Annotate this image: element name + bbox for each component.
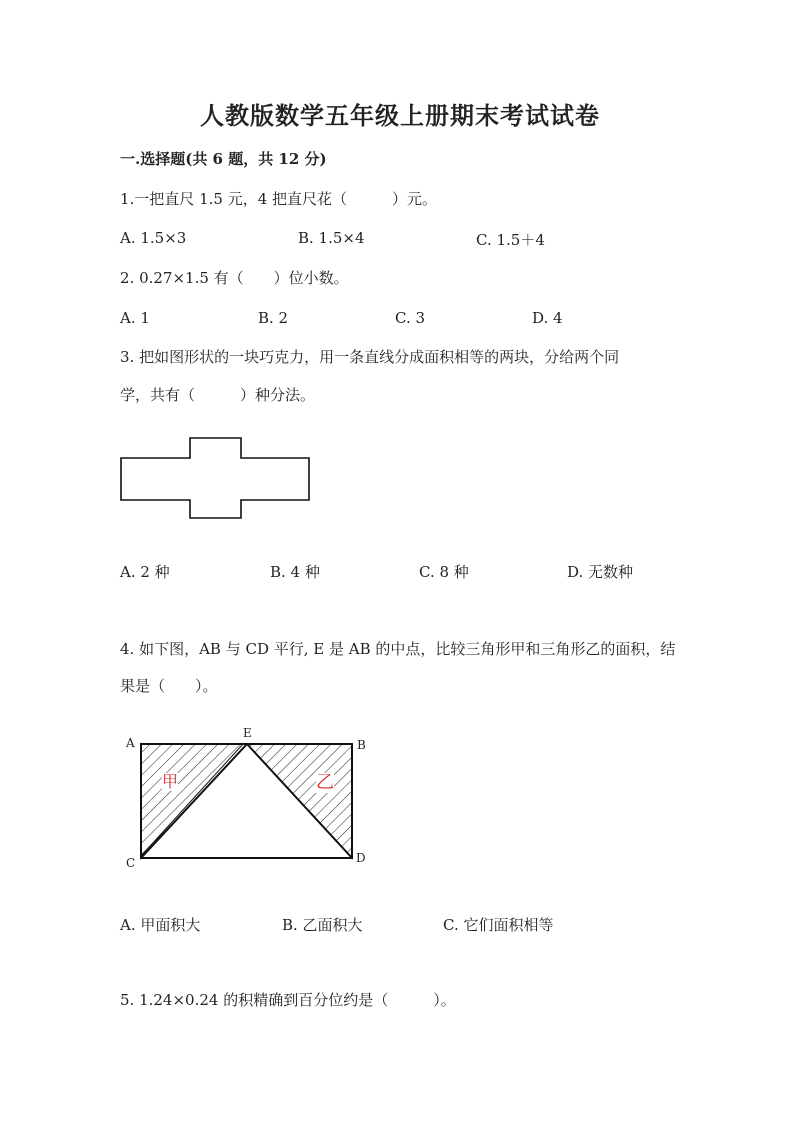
question-1: 1.一把直尺 1.5 元，4 把直尺花（ ）元。 <box>120 190 438 208</box>
q4-option-a[interactable]: A. 甲面积大 <box>120 916 201 934</box>
q1-option-c[interactable]: C. 1.5＋4 <box>476 231 545 249</box>
q1-option-a[interactable]: A. 1.5×3 <box>120 229 187 247</box>
triangle-label-jia: 甲 <box>162 772 179 791</box>
q3-option-d[interactable]: D. 无数种 <box>567 563 634 581</box>
q3-option-a[interactable]: A. 2 种 <box>120 563 170 581</box>
q3-option-b[interactable]: B. 4 种 <box>270 563 320 581</box>
question-5: 5. 1.24×0.24 的积精确到百分位约是（ ）。 <box>120 991 456 1009</box>
q4-option-b[interactable]: B. 乙面积大 <box>282 916 363 934</box>
q2-option-c[interactable]: C. 3 <box>395 309 426 327</box>
section-heading: 一.选择题(共 6 题，共 12 分) <box>120 150 327 168</box>
q3-option-c[interactable]: C. 8 种 <box>419 563 469 581</box>
question-2: 2. 0.27×1.5 有（ ）位小数。 <box>120 269 349 287</box>
question-4-line-2: 果是（ ）。 <box>120 677 218 695</box>
point-label-c: C <box>126 856 136 870</box>
q2-option-d[interactable]: D. 4 <box>532 309 563 327</box>
q2-option-a[interactable]: A. 1 <box>120 309 150 327</box>
point-label-e: E <box>243 726 252 740</box>
page-title: 人教版数学五年级上册期末考试试卷 <box>200 101 600 130</box>
q4-option-c[interactable]: C. 它们面积相等 <box>443 916 554 934</box>
point-label-b: B <box>357 738 366 752</box>
point-label-d: D <box>356 851 366 865</box>
q2-option-b[interactable]: B. 2 <box>258 309 289 327</box>
question-3-line-1: 3. 把如图形状的一块巧克力，用一条直线分成面积相等的两块，分给两个同 <box>120 348 620 366</box>
question-4-line-1: 4. 如下图，AB 与 CD 平行, E 是 AB 的中点，比较三角形甲和三角形乙的面积，结 <box>120 640 676 658</box>
q1-option-b[interactable]: B. 1.5×4 <box>298 229 365 247</box>
question-3-line-2: 学，共有（ ）种分法。 <box>120 386 316 404</box>
triangle-label-yi: 乙 <box>316 772 334 793</box>
point-label-a: A <box>126 736 135 750</box>
